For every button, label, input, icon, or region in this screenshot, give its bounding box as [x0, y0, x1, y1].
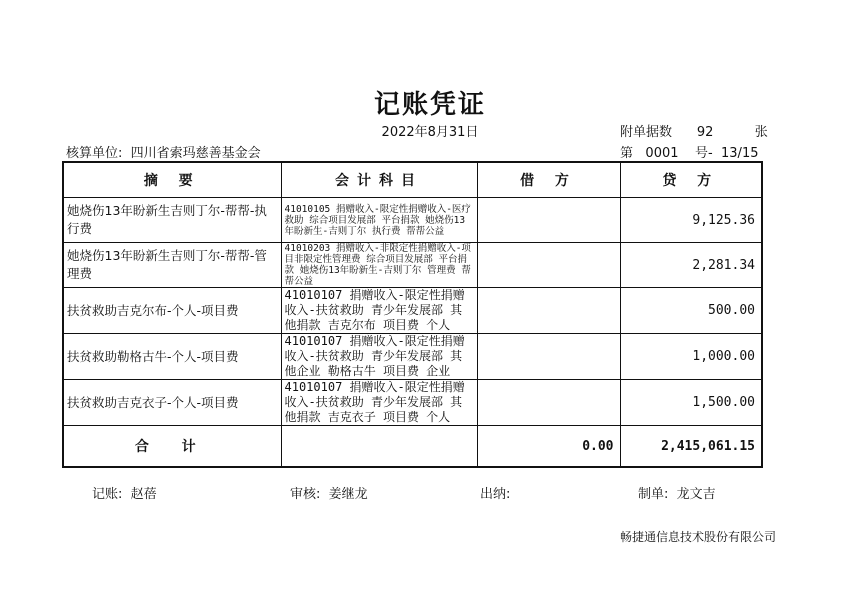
voucher-page: 13/15 — [721, 146, 759, 161]
row-credit: 9,125.36 — [620, 198, 762, 243]
voucher-title: 记账凭证 — [373, 90, 486, 120]
attachment-unit: 张 — [754, 125, 768, 140]
org-name: 四川省索玛慈善基金会 — [130, 146, 261, 161]
header-debit: 借 方 — [477, 162, 620, 198]
row-debit — [477, 198, 620, 243]
row-credit: 500.00 — [620, 288, 762, 334]
attachment-info — [620, 121, 768, 140]
preparer-name: 龙文吉 — [676, 487, 716, 502]
table-row — [63, 198, 762, 243]
table-row — [63, 243, 762, 288]
cashier-signature — [480, 483, 515, 502]
reviewer-label: 审核: — [290, 487, 321, 502]
bookkeeper-label: 记账: — [92, 487, 123, 502]
company-name: 畅捷通信息技术股份有限公司 — [620, 530, 777, 544]
voucher-prefix: 第 — [620, 146, 634, 161]
voucher-suffix: 号- — [695, 146, 713, 161]
table-header — [63, 162, 762, 198]
row-account: 41010105 捐赠收入-限定性捐赠收入-医疗救助 综合项目发展部 平台捐款 她烧伤13年盼新生-吉则丁尔 执行费 帮帮公益 — [281, 198, 477, 243]
row-summary: 扶贫救助吉克尔布-个人-项目费 — [63, 288, 281, 334]
table-row — [63, 380, 762, 426]
row-debit — [477, 288, 620, 334]
row-account: 41010107 捐赠收入-限定性捐赠收入-扶贫救助 青少年发展部 其他捐款 吉克尔布 项目费 个人 — [281, 288, 477, 334]
voucher-no: 0001 — [645, 146, 679, 161]
voucher-date: 2022年8月31日 — [381, 125, 479, 140]
bookkeeper-name: 赵蓓 — [130, 487, 157, 502]
table-row — [63, 334, 762, 380]
preparer-label: 制单: — [638, 487, 669, 502]
attachment-label: 附单据数 — [620, 125, 673, 140]
row-account: 41010107 捐赠收入-限定性捐赠收入-扶贫救助 青少年发展部 其他捐款 吉克衣子 项目费 个人 — [281, 380, 477, 426]
row-summary: 她烧伤13年盼新生吉则丁尔-帮帮-执行费 — [63, 198, 281, 243]
reviewer-name: 姜继龙 — [328, 487, 368, 502]
row-debit — [477, 243, 620, 288]
row-account: 41010107 捐赠收入-限定性捐赠收入-扶贫救助 青少年发展部 其他企业 勒格古牛 项目费 企业 — [281, 334, 477, 380]
row-summary: 扶贫救助吉克衣子-个人-项目费 — [63, 380, 281, 426]
header-summary: 摘 要 — [63, 162, 281, 198]
reviewer-signature — [290, 483, 368, 502]
header-credit: 贷 方 — [620, 162, 762, 198]
row-debit — [477, 380, 620, 426]
row-credit: 1,500.00 — [620, 380, 762, 426]
row-summary: 扶贫救助勒格古牛-个人-项目费 — [63, 334, 281, 380]
attachment-count: 92 — [696, 125, 714, 140]
row-credit: 2,281.34 — [620, 243, 762, 288]
voucher-number — [620, 142, 758, 161]
row-account: 41010203 捐赠收入-非限定性捐赠收入-项目非限定性管理费 综合项目发展部 平台捐款 她烧伤13年盼新生-吉则丁尔 管理费 帮帮公益 — [281, 243, 477, 288]
table-row — [63, 288, 762, 334]
total-label: 合 计 — [63, 426, 281, 468]
preparer-signature — [638, 483, 716, 502]
bookkeeper-signature — [92, 483, 157, 502]
header-account: 会计科目 — [281, 162, 477, 198]
org-label: 核算单位: — [66, 146, 123, 161]
total-account-empty — [281, 426, 477, 468]
cashier-label: 出纳: — [480, 487, 511, 502]
row-summary: 她烧伤13年盼新生吉则丁尔-帮帮-管理费 — [63, 243, 281, 288]
row-credit: 1,000.00 — [620, 334, 762, 380]
total-debit: 0.00 — [477, 426, 620, 468]
voucher-table — [62, 161, 763, 468]
org-info — [66, 142, 261, 161]
total-credit: 2,415,061.15 — [620, 426, 762, 468]
row-debit — [477, 334, 620, 380]
total-row — [63, 426, 762, 468]
